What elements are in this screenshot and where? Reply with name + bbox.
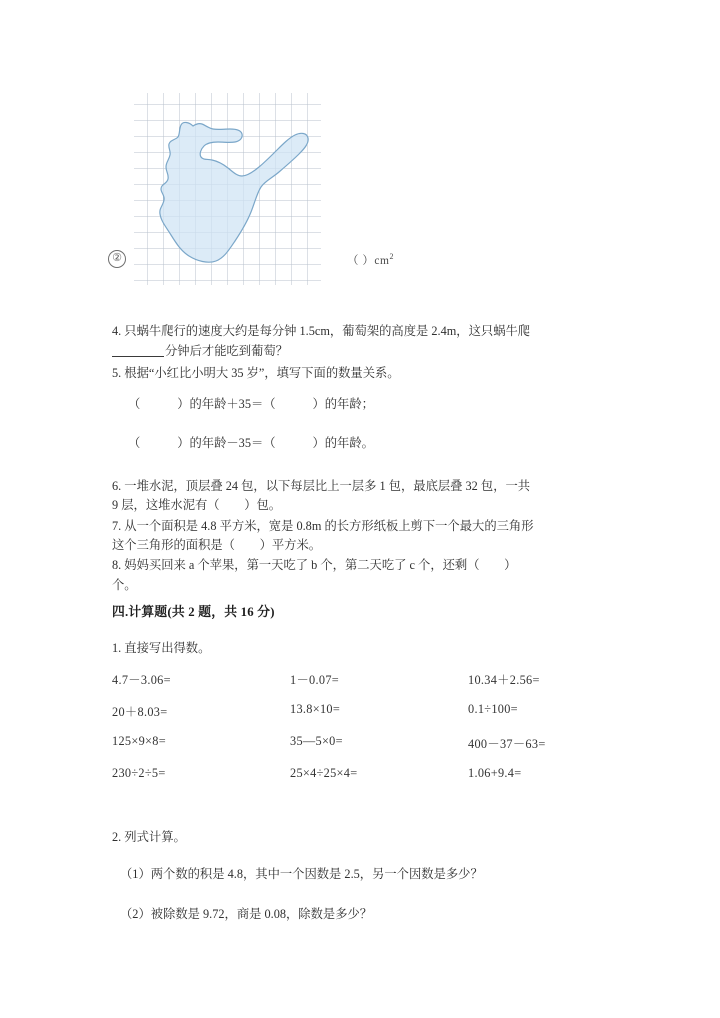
area-estimation-figure bbox=[104, 80, 524, 295]
written-question-2: （2）被除数是 9.72，商是 0.08，除数是多少？ bbox=[120, 907, 373, 921]
arithmetic-grid bbox=[112, 670, 612, 798]
arithmetic-row bbox=[112, 702, 612, 734]
arithmetic-expression: 230÷2÷5= bbox=[112, 766, 166, 780]
written-question-1: （1）两个数的积是 4.8，其中一个因数是 2.5，另一个因数是多少？ bbox=[120, 867, 483, 881]
grid-paper bbox=[131, 88, 321, 286]
question-4-line-2-text: 分钟后才能吃到葡萄？ bbox=[165, 344, 288, 358]
figure-answer-text: （ ）cm bbox=[347, 255, 390, 267]
question-8-line-1: 8. 妈妈买回来 a 个苹果，第一天吃了 b 个，第二天吃了 c 个，还剩（ ） bbox=[112, 558, 517, 572]
question-6-line-1: 6. 一堆水泥，顶层叠 24 包，以下每层比上一层多 1 包，最底层叠 32 包，一共 bbox=[112, 479, 531, 493]
arithmetic-expression: 25×4÷25×4= bbox=[290, 766, 358, 780]
arithmetic-expression: 35—5×0= bbox=[290, 734, 343, 748]
subquestion-2-label: 2. 列式计算。 bbox=[112, 830, 186, 844]
question-4-line-1: 4. 只蜗牛爬行的速度大约是每分钟 1.5cm，葡萄架的高度是 2.4m，这只蜗牛爬 bbox=[112, 324, 531, 338]
figure-item-marker: ② bbox=[108, 250, 126, 268]
arithmetic-expression: 1－0.07= bbox=[290, 673, 339, 687]
arithmetic-row bbox=[112, 670, 612, 702]
arithmetic-expression: 13.8×10= bbox=[290, 702, 341, 716]
figure-answer-superscript: 2 bbox=[389, 252, 394, 262]
figure-answer-blank bbox=[347, 252, 394, 268]
question-6-line-2: 9 层，这堆水泥有（ ）包。 bbox=[112, 498, 282, 512]
question-7-line-2: 这个三角形的面积是（ ）平方米。 bbox=[112, 538, 322, 552]
arithmetic-expression: 400－37－63= bbox=[468, 737, 546, 751]
arithmetic-row bbox=[112, 734, 612, 766]
subquestion-1-label: 1. 直接写出得数。 bbox=[112, 641, 211, 655]
arithmetic-expression: 4.7－3.06= bbox=[112, 673, 171, 687]
arithmetic-expression: 1.06+9.4= bbox=[468, 766, 522, 780]
answer-blank-underline[interactable] bbox=[112, 356, 164, 357]
grid-svg bbox=[131, 88, 321, 286]
question-8-line-2: 个。 bbox=[112, 578, 137, 592]
question-5-line-1: 5. 根据“小红比小明大 35 岁”，填写下面的数量关系。 bbox=[112, 366, 400, 380]
arithmetic-expression: 125×9×8= bbox=[112, 734, 166, 748]
question-4-line-2 bbox=[112, 342, 288, 362]
section-heading-four: 四.计算题(共 2 题，共 16 分) bbox=[112, 605, 275, 619]
question-7-line-1: 7. 从一个面积是 4.8 平方米，宽是 0.8m 的长方形纸板上剪下一个最大的三角形 bbox=[112, 519, 534, 533]
arithmetic-row bbox=[112, 766, 612, 798]
question-5-relation-1: （ ）的年龄＋35＝（ ）的年龄； bbox=[128, 397, 374, 411]
question-5-relation-2: （ ）的年龄－35＝（ ）的年龄。 bbox=[128, 436, 374, 450]
arithmetic-expression: 20＋8.03= bbox=[112, 705, 168, 719]
arithmetic-expression: 10.34＋2.56= bbox=[468, 673, 540, 687]
arithmetic-expression: 0.1÷100= bbox=[468, 702, 518, 716]
